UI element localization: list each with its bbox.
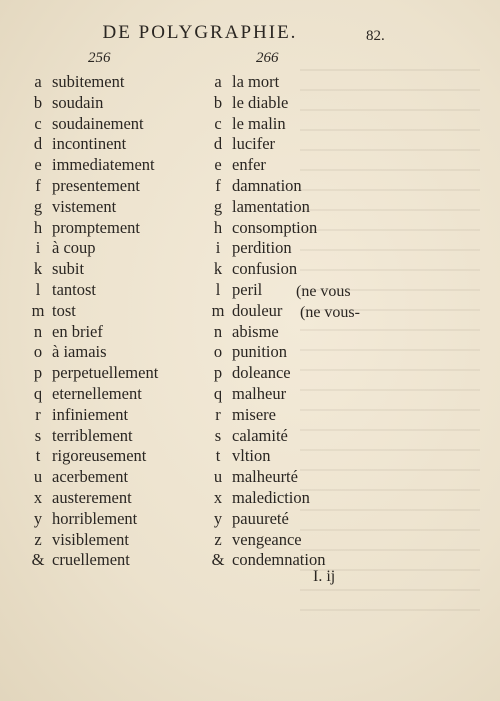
entry-word: perdition: [232, 238, 292, 258]
list-item: [24, 384, 158, 405]
entry-word: terriblement: [52, 425, 133, 445]
list-item: [204, 218, 325, 239]
entry-word: peril: [232, 279, 263, 299]
entry-letter: k: [33, 259, 43, 279]
entry-letter: i: [215, 238, 221, 258]
entry-word: malheurté: [232, 467, 298, 487]
list-item: [24, 467, 158, 488]
list-item: [204, 134, 325, 155]
entry-word: cruellement: [52, 550, 130, 570]
entry-letter: p: [33, 363, 43, 383]
list-item: [204, 259, 325, 280]
entry-word: malediction: [232, 487, 310, 507]
list-item: [204, 530, 325, 551]
entry-word: malheur: [232, 383, 287, 403]
entry-letter: m: [211, 300, 225, 320]
list-item: [204, 446, 325, 467]
list-item: [24, 322, 158, 343]
entry-letter: g: [33, 196, 43, 216]
list-item: [24, 488, 158, 509]
entry-letter: n: [33, 321, 43, 341]
entry-word: rigoreusement: [52, 446, 147, 466]
entry-word: douleur: [232, 300, 283, 320]
entry-letter: b: [213, 92, 223, 112]
list-item: [24, 446, 158, 467]
entry-letter: f: [215, 175, 221, 195]
entry-letter: e: [214, 155, 222, 175]
right-column-number: 266: [256, 50, 279, 66]
entry-letter: a: [34, 72, 42, 91]
list-item: [24, 155, 158, 176]
entry-letter: s: [34, 425, 42, 445]
entry-letter: l: [215, 279, 221, 299]
list-item: [204, 550, 325, 571]
entry-letter: x: [213, 487, 223, 507]
list-item: [204, 467, 325, 488]
entry-letter: p: [213, 363, 223, 383]
list-item: [204, 72, 325, 93]
entry-word: en brief: [52, 321, 103, 341]
entry-letter: m: [31, 300, 45, 320]
list-item: [204, 155, 325, 176]
list-item: [204, 488, 325, 509]
entry-word: perpetuellement: [52, 363, 159, 383]
entry-letter: i: [35, 238, 41, 258]
list-item: [204, 342, 325, 363]
entry-word: vistement: [52, 196, 117, 216]
entry-word: soudain: [52, 92, 104, 112]
list-item: [204, 114, 325, 135]
entry-letter: x: [33, 487, 43, 507]
entry-word: immediatement: [52, 155, 155, 175]
entry-word: tost: [52, 300, 76, 320]
entry-word: acerbement: [52, 467, 129, 487]
list-item: [24, 280, 158, 301]
entry-letter: r: [215, 404, 221, 424]
entry-letter: o: [213, 342, 223, 362]
list-item: [24, 426, 158, 447]
list-item: [24, 342, 158, 363]
entry-letter: b: [33, 92, 43, 112]
list-item: [204, 238, 325, 259]
margin-note: (ne vous: [296, 283, 351, 300]
entry-letter: c: [34, 113, 42, 133]
entry-word: confusion: [232, 259, 298, 279]
entry-word: infiniement: [52, 404, 129, 424]
entry-word: punition: [232, 342, 288, 362]
entry-letter: g: [213, 196, 223, 216]
show-through-text: [300, 55, 480, 615]
entry-word: misere: [232, 404, 276, 424]
list-item: [204, 93, 325, 114]
list-item: [204, 176, 325, 197]
entry-word: consomption: [232, 217, 318, 237]
entry-word: pauureté: [232, 508, 289, 528]
entry-letter: c: [214, 113, 222, 133]
entry-letter: z: [34, 529, 42, 549]
list-item: [204, 384, 325, 405]
entry-word: enfer: [232, 155, 266, 175]
entry-letter: a: [214, 72, 222, 91]
entry-word: doleance: [232, 363, 291, 383]
entry-letter: r: [35, 404, 41, 424]
entry-word: lamentation: [232, 196, 310, 216]
list-item: [24, 550, 158, 571]
entry-letter: t: [35, 446, 41, 466]
list-item: [24, 405, 158, 426]
entry-letter: d: [213, 134, 223, 154]
entry-letter: t: [215, 446, 221, 466]
entry-word: lucifer: [232, 134, 276, 154]
entry-letter: &: [31, 550, 45, 570]
list-item: [24, 72, 158, 93]
entry-letter: s: [214, 425, 222, 445]
entry-word: austerement: [52, 487, 132, 507]
entry-word: à coup: [52, 238, 96, 258]
list-item: [24, 218, 158, 239]
list-item: [24, 530, 158, 551]
entry-letter: z: [214, 529, 222, 549]
entry-word: visiblement: [52, 529, 129, 549]
entry-word: soudainement: [52, 113, 144, 133]
entry-word: promptement: [52, 217, 140, 237]
entry-word: horriblement: [52, 508, 138, 528]
entry-letter: n: [213, 321, 223, 341]
list-item: [204, 426, 325, 447]
entry-word: le diable: [232, 92, 289, 112]
entry-word: abisme: [232, 321, 279, 341]
entry-letter: o: [33, 342, 43, 362]
entry-word: le malin: [232, 113, 286, 133]
entry-word: incontinent: [52, 134, 127, 154]
left-column-number: 256: [88, 50, 111, 66]
entry-letter: q: [213, 383, 223, 403]
entry-letter: f: [35, 175, 41, 195]
list-item: [24, 238, 158, 259]
signature-mark: I. ij: [313, 568, 336, 585]
entry-letter: q: [33, 383, 43, 403]
entry-word: condemnation: [232, 550, 326, 570]
entry-word: subitement: [52, 72, 125, 91]
entry-word: subit: [52, 259, 85, 279]
list-item: [204, 322, 325, 343]
list-item: [24, 509, 158, 530]
entry-word: damnation: [232, 175, 302, 195]
left-column: [24, 72, 158, 571]
entry-letter: h: [213, 217, 223, 237]
entry-letter: l: [35, 279, 41, 299]
list-item: [204, 197, 325, 218]
entry-letter: y: [213, 508, 223, 528]
entry-word: calamité: [232, 425, 288, 445]
margin-note: (ne vous-: [300, 304, 360, 321]
list-item: [24, 363, 158, 384]
entry-letter: u: [213, 467, 223, 487]
entry-word: vengeance: [232, 529, 302, 549]
entry-letter: u: [33, 467, 43, 487]
entry-letter: y: [33, 508, 43, 528]
list-item: [24, 134, 158, 155]
entry-letter: k: [213, 259, 223, 279]
entry-word: presentement: [52, 175, 140, 195]
entry-word: vltion: [232, 446, 271, 466]
entry-word: eternellement: [52, 383, 142, 403]
entry-word: tantost: [52, 279, 96, 299]
list-item: [204, 509, 325, 530]
entry-letter: d: [33, 134, 43, 154]
list-item: [204, 405, 325, 426]
list-item: [24, 301, 158, 322]
entry-word: la mort: [232, 72, 280, 91]
entry-word: à iamais: [52, 342, 107, 362]
entry-letter: h: [33, 217, 43, 237]
running-title: DE POLYGRAPHIE.: [102, 22, 298, 43]
list-item: [24, 259, 158, 280]
list-item: [24, 114, 158, 135]
list-item: [24, 176, 158, 197]
page-number: 82.: [366, 28, 385, 44]
entry-letter: &: [211, 550, 225, 570]
list-item: [24, 93, 158, 114]
entry-letter: e: [34, 155, 42, 175]
list-item: [24, 197, 158, 218]
list-item: [204, 363, 325, 384]
